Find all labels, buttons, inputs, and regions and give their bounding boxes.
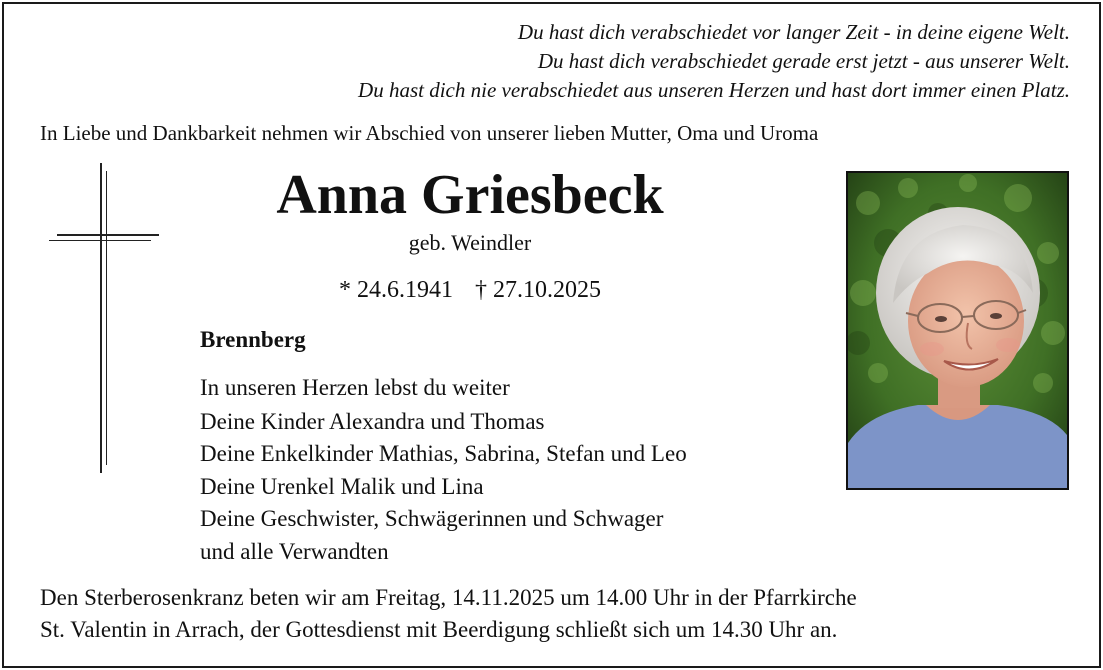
closing-line-2: St. Valentin in Arrach, der Gottesdienst mit Beerdigung schließt sich um 14.30 Uhr an. <box>40 617 838 642</box>
mourners-opening: In unseren Herzen lebst du weiter <box>200 375 510 400</box>
mourners-line: Deine Geschwister, Schwägerinnen und Schwager <box>200 506 664 531</box>
poem-line-1: Du hast dich verabschiedet vor langer Zeit - in deine eigene Welt. <box>517 20 1070 44</box>
mourners-list <box>200 372 687 568</box>
life-dates <box>200 275 740 305</box>
closing-line-1: Den Sterberosenkranz beten wir am Freitag, 14.11.2025 um 14.00 Uhr in der Pfarrkirche <box>40 585 857 610</box>
death-date: † 27.10.2025 <box>475 277 601 303</box>
cross-icon <box>48 160 160 476</box>
portrait-photo <box>846 171 1069 490</box>
closing-text <box>40 582 857 646</box>
poem <box>358 18 1070 105</box>
maiden-name: geb. Weindler <box>408 230 532 255</box>
mourners-line: und alle Verwandten <box>200 538 389 564</box>
intro-text: In Liebe und Dankbarkeit nehmen wir Abschied von unserer lieben Mutter, Oma und Uroma <box>40 121 819 145</box>
mourners-line: Deine Kinder Alexandra und Thomas <box>200 408 545 434</box>
mourners-line: Deine Urenkel Malik und Lina <box>200 473 484 499</box>
poem-line-2: Du hast dich verabschiedet gerade erst jetzt - aus unserer Welt. <box>537 49 1070 73</box>
poem-line-3: Du hast dich nie verabschiedet aus unseren Herzen und hast dort immer einen Platz. <box>358 78 1070 102</box>
place-name: Brennberg <box>200 327 306 352</box>
deceased-name: Anna Griesbeck <box>276 164 664 226</box>
mourners-line: Deine Enkelkinder Mathias, Sabrina, Stefan und Leo <box>200 441 687 466</box>
birth-date: * 24.6.1941 <box>339 277 453 303</box>
